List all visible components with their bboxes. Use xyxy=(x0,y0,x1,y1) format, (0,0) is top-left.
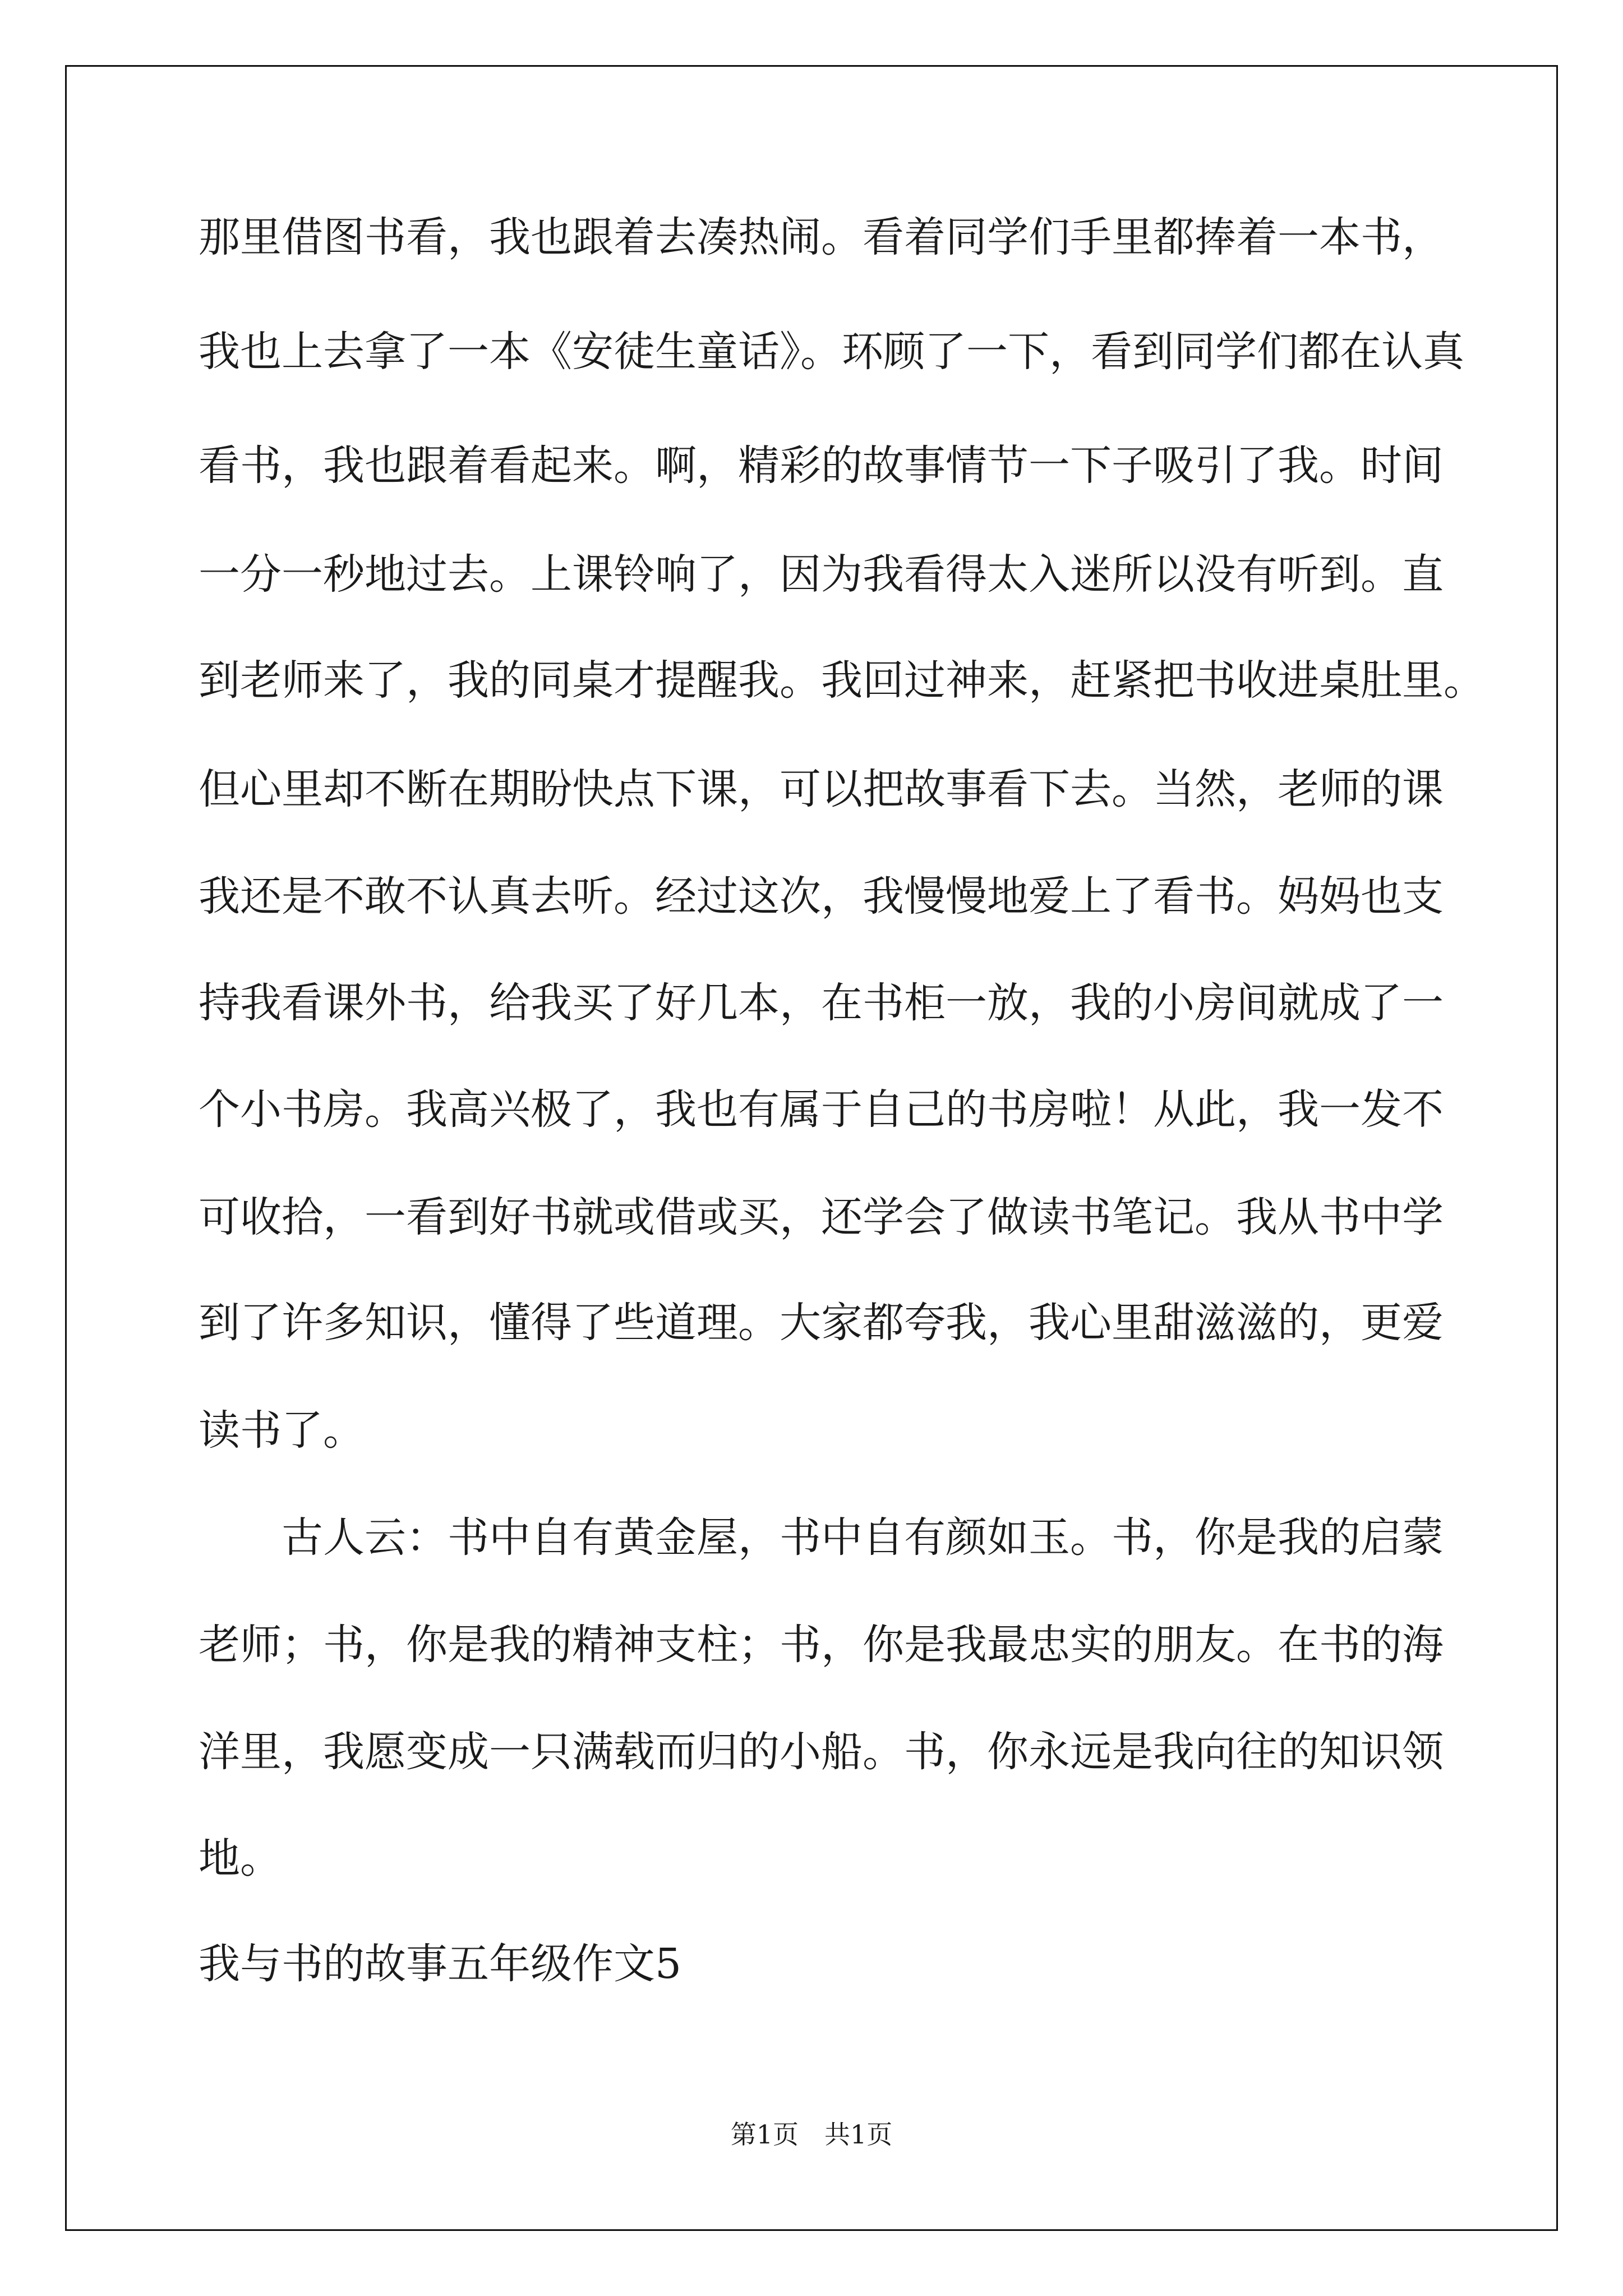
paragraph-line: 老师；书，你是我的精神支柱；书，你是我最忠实的朋友。在书的海 xyxy=(199,1621,1444,1669)
paragraph-line: 到了许多知识，懂得了些道理。大家都夸我，我心里甜滋滋的，更爱 xyxy=(199,1299,1444,1347)
page-border xyxy=(65,65,1558,2231)
paragraph-line: 地。 xyxy=(199,1834,282,1883)
section-title: 我与书的故事五年级作文5 xyxy=(199,1940,682,1988)
page-footer: 第1页 共1页 xyxy=(730,2119,893,2150)
paragraph-line: 持我看课外书，给我买了好几本，在书柜一放，我的小房间就成了一 xyxy=(199,979,1444,1027)
paragraph-line: 我也上去拿了一本《安徒生童话》。环顾了一下，看到同学们都在认真 xyxy=(199,328,1464,376)
paragraph-line: 古人云：书中自有黄金屋，书中自有颜如玉。书，你是我的启蒙 xyxy=(199,1513,1444,1562)
paragraph-line: 一分一秒地过去。上课铃响了，因为我看得太入迷所以没有听到。直 xyxy=(199,550,1444,599)
paragraph-line: 那里借图书看，我也跟着去凑热闹。看着同学们手里都捧着一本书， xyxy=(199,213,1444,261)
paragraph-line: 可收拾，一看到好书就或借或买，还学会了做读书笔记。我从书中学 xyxy=(199,1193,1444,1241)
paragraph-line: 读书了。 xyxy=(199,1406,365,1455)
paragraph-line: 但心里却不断在期盼快点下课，可以把故事看下去。当然，老师的课 xyxy=(199,765,1444,813)
paragraph-line: 到老师来了，我的同桌才提醒我。我回过神来，赶紧把书收进桌肚里。 xyxy=(199,656,1485,705)
paragraph-line: 看书，我也跟着看起来。啊，精彩的故事情节一下子吸引了我。时间 xyxy=(199,441,1444,490)
paragraph-line: 洋里，我愿变成一只满载而归的小船。书，你永远是我向往的知识领 xyxy=(199,1728,1444,1776)
paragraph-line: 我还是不敢不认真去听。经过这次，我慢慢地爱上了看书。妈妈也支 xyxy=(199,872,1444,921)
paragraph-line: 个小书房。我高兴极了，我也有属于自己的书房啦！从此，我一发不 xyxy=(199,1085,1444,1134)
